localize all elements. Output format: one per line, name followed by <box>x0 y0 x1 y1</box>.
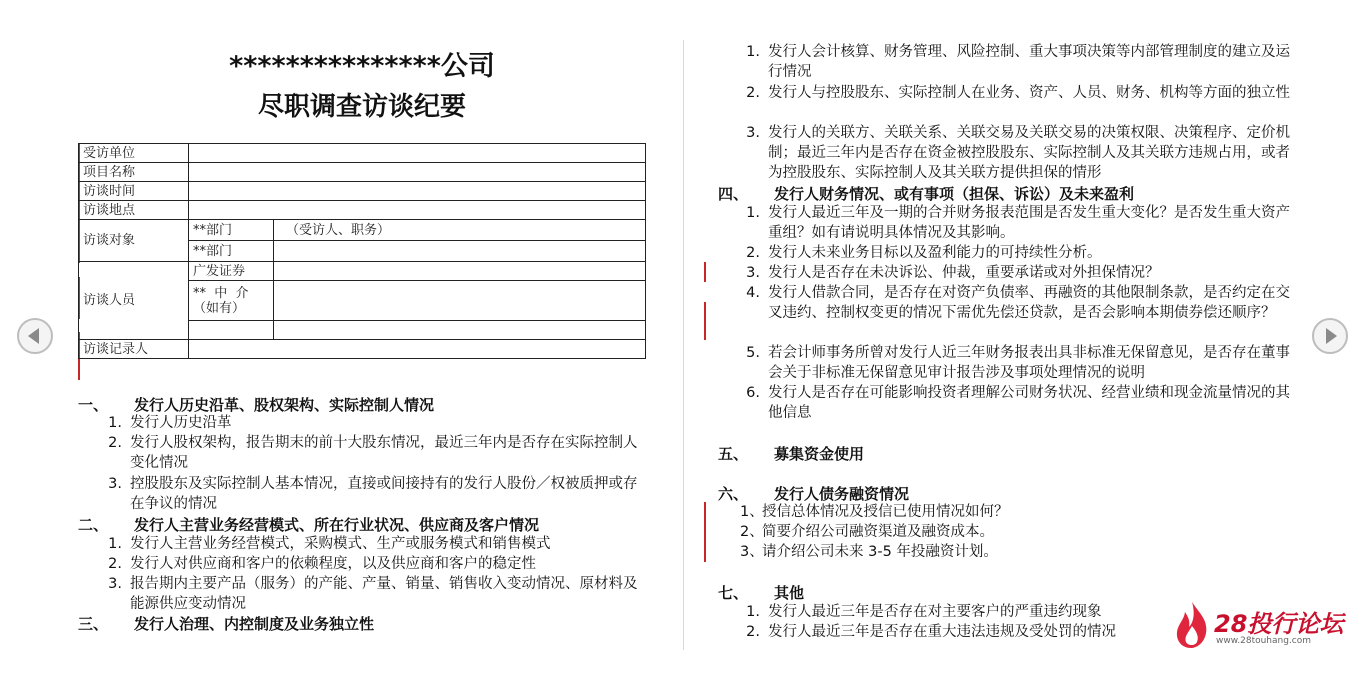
section-heading: 六、 发行人债务融资情况 <box>718 485 910 503</box>
table-label: 访谈人员 <box>79 262 189 340</box>
intermediary-label: ** 中 介 <box>193 285 249 301</box>
table-cell-empty <box>189 182 646 201</box>
section-heading: 五、 募集资金使用 <box>718 445 865 463</box>
forum-logo <box>1172 600 1342 652</box>
interview-info-table <box>78 143 646 359</box>
logo-text: 28投行论坛 <box>1214 610 1344 638</box>
table-cell-empty <box>274 262 646 281</box>
table-row <box>79 144 646 163</box>
table-cell-empty <box>189 340 646 359</box>
table-label: 受访单位 <box>79 144 189 163</box>
right-page: 1. 发行人会计核算、财务管理、风险控制、重大事项决策等内部管理制度的建立及运行情况 2. 发行人与控股股东、实际控制人在业务、资产、人员、财务、机构等方面的独立性 3. 发行人的关联方、关联关系、关联交易及关联交易的决策权限、决策程序、定价机制；最近三年内是否存在资金被控股股东、实际控制人及其关联方违规占用，或者为控股股东、实际控制人及其关联方提供担保的情形 四、 发行人财务情况、或有事项（担保、诉讼）及未来盈利 1. 发行人最近三年及一期的合并财务报表范围是否发生重大变化？是否发生重大资产重组？如有请说明具体情况及其影响。 2. 发行人未来业务目标以及盈利能力的可持续性分析。 3. 发行人是否存在未决诉讼、仲裁，重要承诺或对外担保情况？ 4. 发行人借款合同，是否存在对资产负债率、再融资的其他限制条款，是否约定在交叉违约、控制权变更的情况下需优先偿还贷款，是否会影响本期债券偿还顺序？ 5. 若会计师事务所曾对发行人近三年财务报表出具非标准无保留意见，是否存在董事会关于非标准无保留意见审计报告涉及事项处理情况的说明 6. 发行人是否存在可能影响投资者理解公司财务状况、经营业绩和现金流量情况的其他信息 五、 募集资金使用 六、 发行人债务融资情况 1、 授信总体情况及授信已使用情况如何？ 2、 简要介绍公司融资渠道及融资成本。 3、 请介绍公司未来 3-5 年投融资计划。 七、 其他 1. 发行人最近三年是否存在对主要客户的严重违约现象 2. 发行人最近三年是否存在重大违法违规及受处罚的情况 <box>684 0 1344 674</box>
table-label: 项目名称 <box>79 163 189 182</box>
logo-url: www.28touhang.com <box>1216 636 1312 646</box>
table-cell-empty <box>189 163 646 182</box>
table-row <box>79 340 646 359</box>
table-cell-empty <box>189 201 646 220</box>
section-heading: 一、 发行人历史沿革、股权架构、实际控制人情况 <box>78 396 435 414</box>
intermediary-note: （如有） <box>193 300 246 316</box>
table-row <box>79 262 646 281</box>
table-cell: （受访人、职务） <box>274 220 646 241</box>
table-row <box>79 201 646 220</box>
margin-marker <box>704 502 706 562</box>
doc-title: 尽职调查访谈纪要 <box>257 92 466 122</box>
table-cell-empty <box>189 144 646 163</box>
section-heading: 二、 发行人主营业务经营模式、所在行业状况、供应商及客户情况 <box>78 516 540 534</box>
section-heading: 三、 发行人治理、内控制度及业务独立性 <box>78 615 375 633</box>
table-label: 访谈对象 <box>79 220 189 262</box>
table-label: 访谈时间 <box>79 182 189 201</box>
section-heading: 七、 其他 <box>718 584 805 602</box>
flame-icon <box>1172 600 1212 650</box>
table-label: 访谈记录人 <box>79 340 189 359</box>
table-cell-empty <box>274 321 646 340</box>
table-cell-empty <box>189 321 274 340</box>
margin-marker <box>704 302 706 340</box>
table-cell: **部门 <box>189 241 274 262</box>
margin-marker <box>704 262 706 282</box>
table-label: 访谈地点 <box>79 201 189 220</box>
table-cell <box>189 281 274 321</box>
doc-title-company: ***************公司 <box>229 51 495 82</box>
table-cell: 广发证券 <box>189 262 274 281</box>
left-page: ***************公司 尽职调查访谈纪要 受访单位 项目名称 访谈时间 访谈地点 访谈对象 **部门 （受访人、职务） **部门 访谈人员 广发证券 ** 中 介 （如有） 访谈记录人 一、 发行人历史沿革、股权架构、实际控制人情况 1. 发行人历史沿革 2. 发行人股权架构，报告期末的前十大股东情况，最近三年内是否存在实际控制人变化情况 3. 控股股东及实际控制人基本情况，直接或间接持有的发行人股份／权被质押或存在争议的情况 二、 发行人主营业务经营模式、所在行业状况、供应商及客户情况 1. 发行人主营业务经营模式，采购模式、生产或服务模式和销售模式 2. 发行人对供应商和客户的依赖程度，以及供应商和客户的稳定性 3. 报告期内主要产品（服务）的产能、产量、销量、销售收入变动情况、原材料及能源供应变动情况 三、 发行人治理、内控制度及业务独立性 <box>22 0 682 674</box>
table-cell-empty <box>274 241 646 262</box>
section-heading: 四、 发行人财务情况、或有事项（担保、诉讼）及未来盈利 <box>718 185 1135 203</box>
table-row <box>79 163 646 182</box>
table-row <box>79 220 646 241</box>
table-cell: **部门 <box>189 220 274 241</box>
table-row <box>79 182 646 201</box>
table-cell-empty <box>274 281 646 321</box>
